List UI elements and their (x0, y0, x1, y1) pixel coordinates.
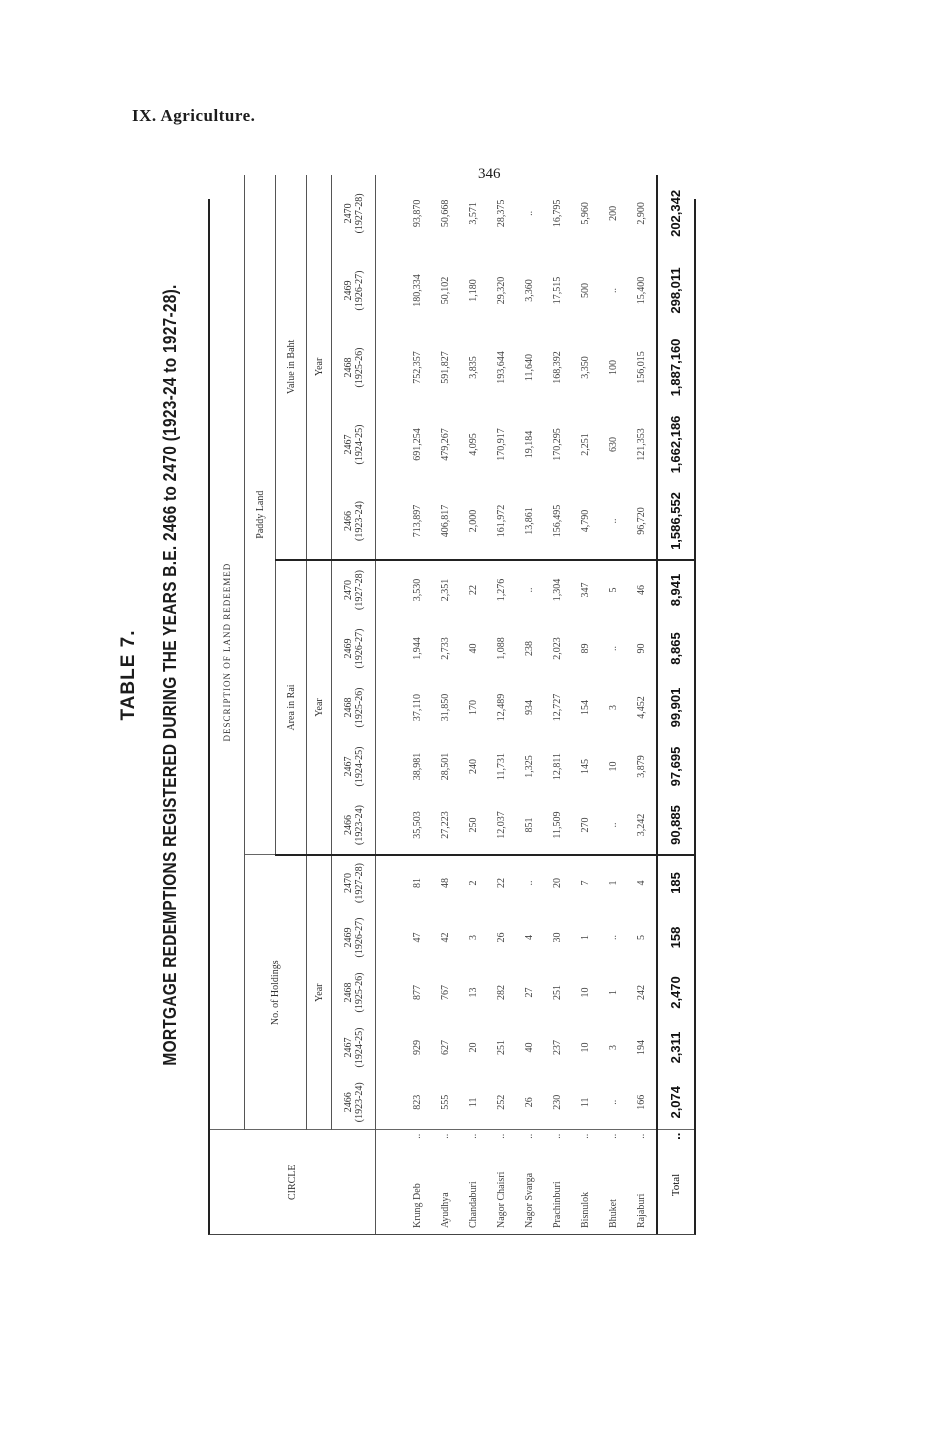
area-cell: 11,731 (496, 752, 507, 781)
holdings-cell: .. (524, 880, 535, 886)
leader-dots: .. (608, 1133, 619, 1139)
leader-dots: .. (580, 1133, 591, 1139)
holdings-cell: 13 (468, 987, 479, 998)
holdings-cell: 3 (468, 935, 479, 940)
year-header: 2468 (1925-26) (332, 965, 376, 1020)
area-cell: 12,037 (488, 796, 516, 855)
total-value-cell: 202,342 (657, 175, 694, 252)
year-header: 2466 (1923-24) (332, 483, 376, 560)
value-cell: 17,515 (552, 276, 563, 305)
circle-name: Ayudhya (440, 1192, 451, 1228)
area-cell: 1,944 (412, 637, 423, 660)
holdings-cell: 3 (608, 1045, 619, 1050)
value-cell: .. (524, 210, 535, 216)
value-cell: 2,000 (460, 483, 488, 560)
area-cell: 250 (460, 796, 488, 855)
area-cell: 40 (468, 643, 479, 654)
value-cell: 180,334 (412, 274, 423, 307)
holdings-cell: 767 (440, 985, 451, 1000)
area-cell: .. (524, 587, 535, 593)
area-cell: 12,727 (552, 693, 563, 722)
value-cell: 5,960 (580, 202, 591, 225)
area-cell: 145 (580, 759, 591, 774)
area-cell: 238 (524, 641, 535, 656)
holdings-cell: 26 (496, 932, 507, 943)
total-value-cell: 1,887,160 (657, 329, 694, 406)
circle-name: Bisnulok (580, 1191, 591, 1228)
holdings-cell: 40 (524, 1042, 535, 1053)
area-cell: 170 (468, 700, 479, 715)
leader-dots: .. (412, 1133, 423, 1139)
year-header: 2469 (1926-27) (332, 910, 376, 965)
value-cell: 3,360 (524, 279, 535, 302)
value-cell: 161,972 (488, 483, 516, 560)
value-cell: 121,353 (636, 428, 647, 461)
area-cell: 3 (608, 705, 619, 710)
area-cell: 3,242 (628, 796, 657, 855)
holdings-cell: 252 (488, 1075, 516, 1130)
value-cell: 50,668 (440, 199, 451, 228)
value-cell: 170,917 (496, 428, 507, 461)
value-cell: 1,180 (468, 279, 479, 302)
table-title: MORTGAGE REDEMPTIONS REGISTERED DURING THE YEARS B.E. 2466 to 2470 (1923-24 to 1927-28). (160, 284, 180, 1066)
value-cell: 2,900 (636, 202, 647, 225)
holdings-cell: 627 (440, 1040, 451, 1055)
holdings-cell: .. (608, 935, 619, 940)
table-body (398, 175, 657, 1234)
table-row (600, 175, 628, 1234)
total-row (657, 175, 694, 1234)
holdings-cell: 1 (608, 990, 619, 995)
value-cell: .. (608, 288, 619, 293)
leader-dots: .. (636, 1133, 647, 1139)
circle-name: Nagor Chaisri (496, 1171, 507, 1228)
value-cell: 168,392 (552, 351, 563, 384)
area-cell: 35,503 (398, 796, 432, 855)
value-cell: 29,320 (496, 276, 507, 305)
description-header: DESCRIPTION OF LAND REDEEMED (210, 175, 245, 1130)
year-header: 2466 (1923-24) (332, 796, 376, 855)
value-cell: 691,254 (412, 428, 423, 461)
holdings-cell: 5 (636, 935, 647, 940)
total-value-cell: 1,662,186 (657, 406, 694, 483)
circle-name: Rajaburi (636, 1193, 647, 1228)
year-header: 2467 (1924-25) (332, 406, 376, 483)
value-cell: 630 (608, 437, 619, 452)
mortgage-table (208, 189, 696, 1235)
holdings-cell: 1 (580, 935, 591, 940)
value-cell: 170,295 (552, 428, 563, 461)
total-area-cell: 90,885 (657, 796, 694, 855)
circle-name: Bhuket (608, 1199, 619, 1228)
holdings-cell: 4 (636, 880, 647, 886)
value-cell: 3,835 (468, 356, 479, 379)
year-header: 2469 (1926-27) (332, 619, 376, 678)
value-cell: 156,495 (544, 483, 572, 560)
year-header: 2470 (1927-28) (332, 855, 376, 910)
area-cell: 2,733 (440, 637, 451, 660)
value-cell: 4,790 (572, 483, 600, 560)
total-dots: .. (657, 1130, 694, 1142)
holdings-cell: 22 (496, 878, 507, 888)
total-area-cell: 99,901 (657, 678, 694, 737)
value-cell: 19,184 (524, 430, 535, 459)
value-cell: 406,817 (432, 483, 460, 560)
value-year-header: Year (307, 175, 332, 560)
value-cell: 200 (608, 205, 619, 221)
holdings-cell: 929 (412, 1040, 423, 1055)
leader-dots: .. (440, 1133, 451, 1139)
section-header: IX. Agriculture. (132, 106, 256, 125)
area-cell: 38,981 (412, 752, 423, 781)
holdings-cell: 1 (608, 880, 619, 886)
circle-name: Krung Deb (412, 1183, 423, 1228)
table-row (544, 175, 572, 1234)
value-cell: 3,350 (580, 356, 591, 379)
year-header: 2469 (1926-27) (332, 252, 376, 329)
holdings-cell: 4 (524, 935, 535, 940)
area-cell: 1,088 (496, 637, 507, 660)
holdings-cell: 26 (516, 1075, 544, 1130)
holdings-cell: 30 (552, 932, 563, 943)
year-header: 2470 (1927-28) (332, 560, 376, 619)
table-label: TABLE 7. (118, 629, 139, 721)
holdings-cell: 7 (580, 880, 591, 886)
year-header: 2468 (1925-26) (332, 329, 376, 406)
area-cell: 27,223 (432, 796, 460, 855)
circle-name: Nagor Svarga (524, 1172, 535, 1228)
leader-dots: .. (552, 1133, 563, 1139)
value-cell: .. (600, 483, 628, 560)
circle-header: CIRCLE (210, 1130, 376, 1234)
table-row (488, 175, 516, 1234)
paddy-header: Paddy Land (245, 175, 276, 855)
holdings-cell: 47 (412, 932, 423, 943)
table-frame (208, 189, 808, 1235)
area-cell: 12,811 (552, 752, 563, 781)
holdings-cell: 10 (580, 987, 591, 998)
table-row (516, 175, 544, 1234)
holdings-cell: 242 (636, 985, 647, 1000)
area-cell: 31,850 (440, 693, 451, 722)
area-cell: 90 (636, 643, 647, 654)
table-row (628, 175, 657, 1234)
holdings-cell: 823 (398, 1075, 432, 1130)
value-cell: 15,400 (636, 276, 647, 305)
holdings-cell: 11 (572, 1075, 600, 1130)
value-cell: 100 (608, 360, 619, 375)
area-year-header: Year (307, 560, 332, 855)
value-cell: 4,095 (468, 433, 479, 456)
area-cell: 12,489 (496, 693, 507, 722)
year-header: 2468 (1925-26) (332, 678, 376, 737)
holdings-cell: 27 (524, 987, 535, 998)
year-header: 2467 (1924-25) (332, 737, 376, 796)
total-holdings-cell: 2,074 (657, 1075, 694, 1130)
holdings-cell: 42 (440, 932, 451, 943)
area-cell: 2,351 (440, 578, 451, 602)
holdings-cell: 81 (412, 878, 423, 888)
holdings-cell: 194 (636, 1040, 647, 1055)
area-cell: 3,530 (412, 578, 423, 602)
area-cell: 1,304 (552, 578, 563, 602)
holdings-cell: 11 (460, 1075, 488, 1130)
holdings-cell: 20 (552, 878, 563, 888)
value-cell: 156,015 (636, 351, 647, 384)
area-cell: 154 (580, 700, 591, 715)
table-row (460, 175, 488, 1234)
area-cell: 240 (468, 759, 479, 774)
holdings-cell: 877 (412, 985, 423, 1000)
holdings-cell: 282 (496, 985, 507, 1000)
total-holdings-cell: 2,311 (657, 1020, 694, 1075)
holdings-year-header: Year (307, 855, 332, 1130)
holdings-cell: 237 (552, 1040, 563, 1055)
holdings-cell: 48 (440, 878, 451, 888)
total-value-cell: 1,586,552 (657, 483, 694, 560)
area-cell: 934 (524, 700, 535, 715)
value-cell: 193,644 (496, 351, 507, 384)
table-row (572, 175, 600, 1234)
holdings-cell: .. (600, 1075, 628, 1130)
value-cell: 11,640 (524, 353, 535, 382)
area-cell: 37,110 (412, 693, 423, 722)
holdings-cell: 251 (552, 985, 563, 1000)
year-header: 2466 (1923-24) (332, 1075, 376, 1130)
holdings-cell: 251 (496, 1040, 507, 1055)
page-number: 346 (478, 166, 501, 182)
area-cell: 851 (516, 796, 544, 855)
value-cell: 28,375 (496, 199, 507, 228)
table-row (398, 175, 432, 1234)
value-cell: 13,861 (516, 483, 544, 560)
area-cell: .. (600, 796, 628, 855)
holdings-header: No. of Holdings (245, 855, 307, 1130)
value-cell: 752,357 (412, 351, 423, 384)
holdings-cell: 20 (468, 1042, 479, 1053)
total-holdings-cell: 158 (657, 910, 694, 965)
value-cell: 2,251 (580, 433, 591, 456)
value-cell: 3,571 (468, 202, 479, 225)
holdings-cell: 10 (580, 1042, 591, 1053)
value-cell: 93,870 (412, 199, 423, 228)
total-area-cell: 8,941 (657, 560, 694, 619)
total-area-cell: 8,865 (657, 619, 694, 678)
area-cell: 270 (572, 796, 600, 855)
value-cell: 591,827 (440, 351, 451, 384)
total-holdings-cell: 2,470 (657, 965, 694, 1020)
holdings-cell: 230 (544, 1075, 572, 1130)
value-cell: 713,897 (398, 483, 432, 560)
area-cell: 2,023 (552, 637, 563, 660)
area-cell: 46 (636, 585, 647, 595)
area-cell: 3,879 (636, 755, 647, 778)
year-header: 2467 (1924-25) (332, 1020, 376, 1075)
holdings-cell: 2 (468, 880, 479, 886)
area-cell: 10 (608, 761, 619, 772)
total-area-cell: 97,695 (657, 737, 694, 796)
holdings-cell: 555 (432, 1075, 460, 1130)
table-row (432, 175, 460, 1234)
area-cell: 5 (608, 587, 619, 593)
total-holdings-cell: 185 (657, 855, 694, 910)
rotated-table-block (100, 75, 740, 1275)
value-cell: 16,795 (552, 199, 563, 228)
leader-dots: .. (496, 1133, 507, 1139)
total-value-cell: 298,011 (657, 252, 694, 329)
area-cell: 347 (580, 582, 591, 598)
area-header: Area in Rai (276, 560, 307, 855)
area-cell: 11,509 (544, 796, 572, 855)
value-cell: 500 (580, 283, 591, 298)
area-cell: 22 (468, 585, 479, 595)
circle-name: Chandaburi (468, 1181, 479, 1228)
area-cell: 89 (580, 643, 591, 654)
area-cell: 1,276 (496, 578, 507, 602)
leader-dots: .. (524, 1133, 535, 1139)
value-cell: 96,720 (628, 483, 657, 560)
year-header: 2470 (1927-28) (332, 175, 376, 252)
total-label: Total (657, 1142, 694, 1234)
area-cell: 1,325 (524, 755, 535, 778)
value-header: Value in Baht (276, 175, 307, 560)
holdings-cell: 166 (628, 1075, 657, 1130)
value-cell: 479,267 (440, 428, 451, 461)
circle-name: Prachinburi (552, 1181, 563, 1228)
area-cell: .. (608, 646, 619, 651)
area-cell: 28,501 (440, 752, 451, 781)
area-cell: 4,452 (636, 696, 647, 719)
leader-dots: .. (468, 1133, 479, 1139)
value-cell: 50,102 (440, 276, 451, 305)
